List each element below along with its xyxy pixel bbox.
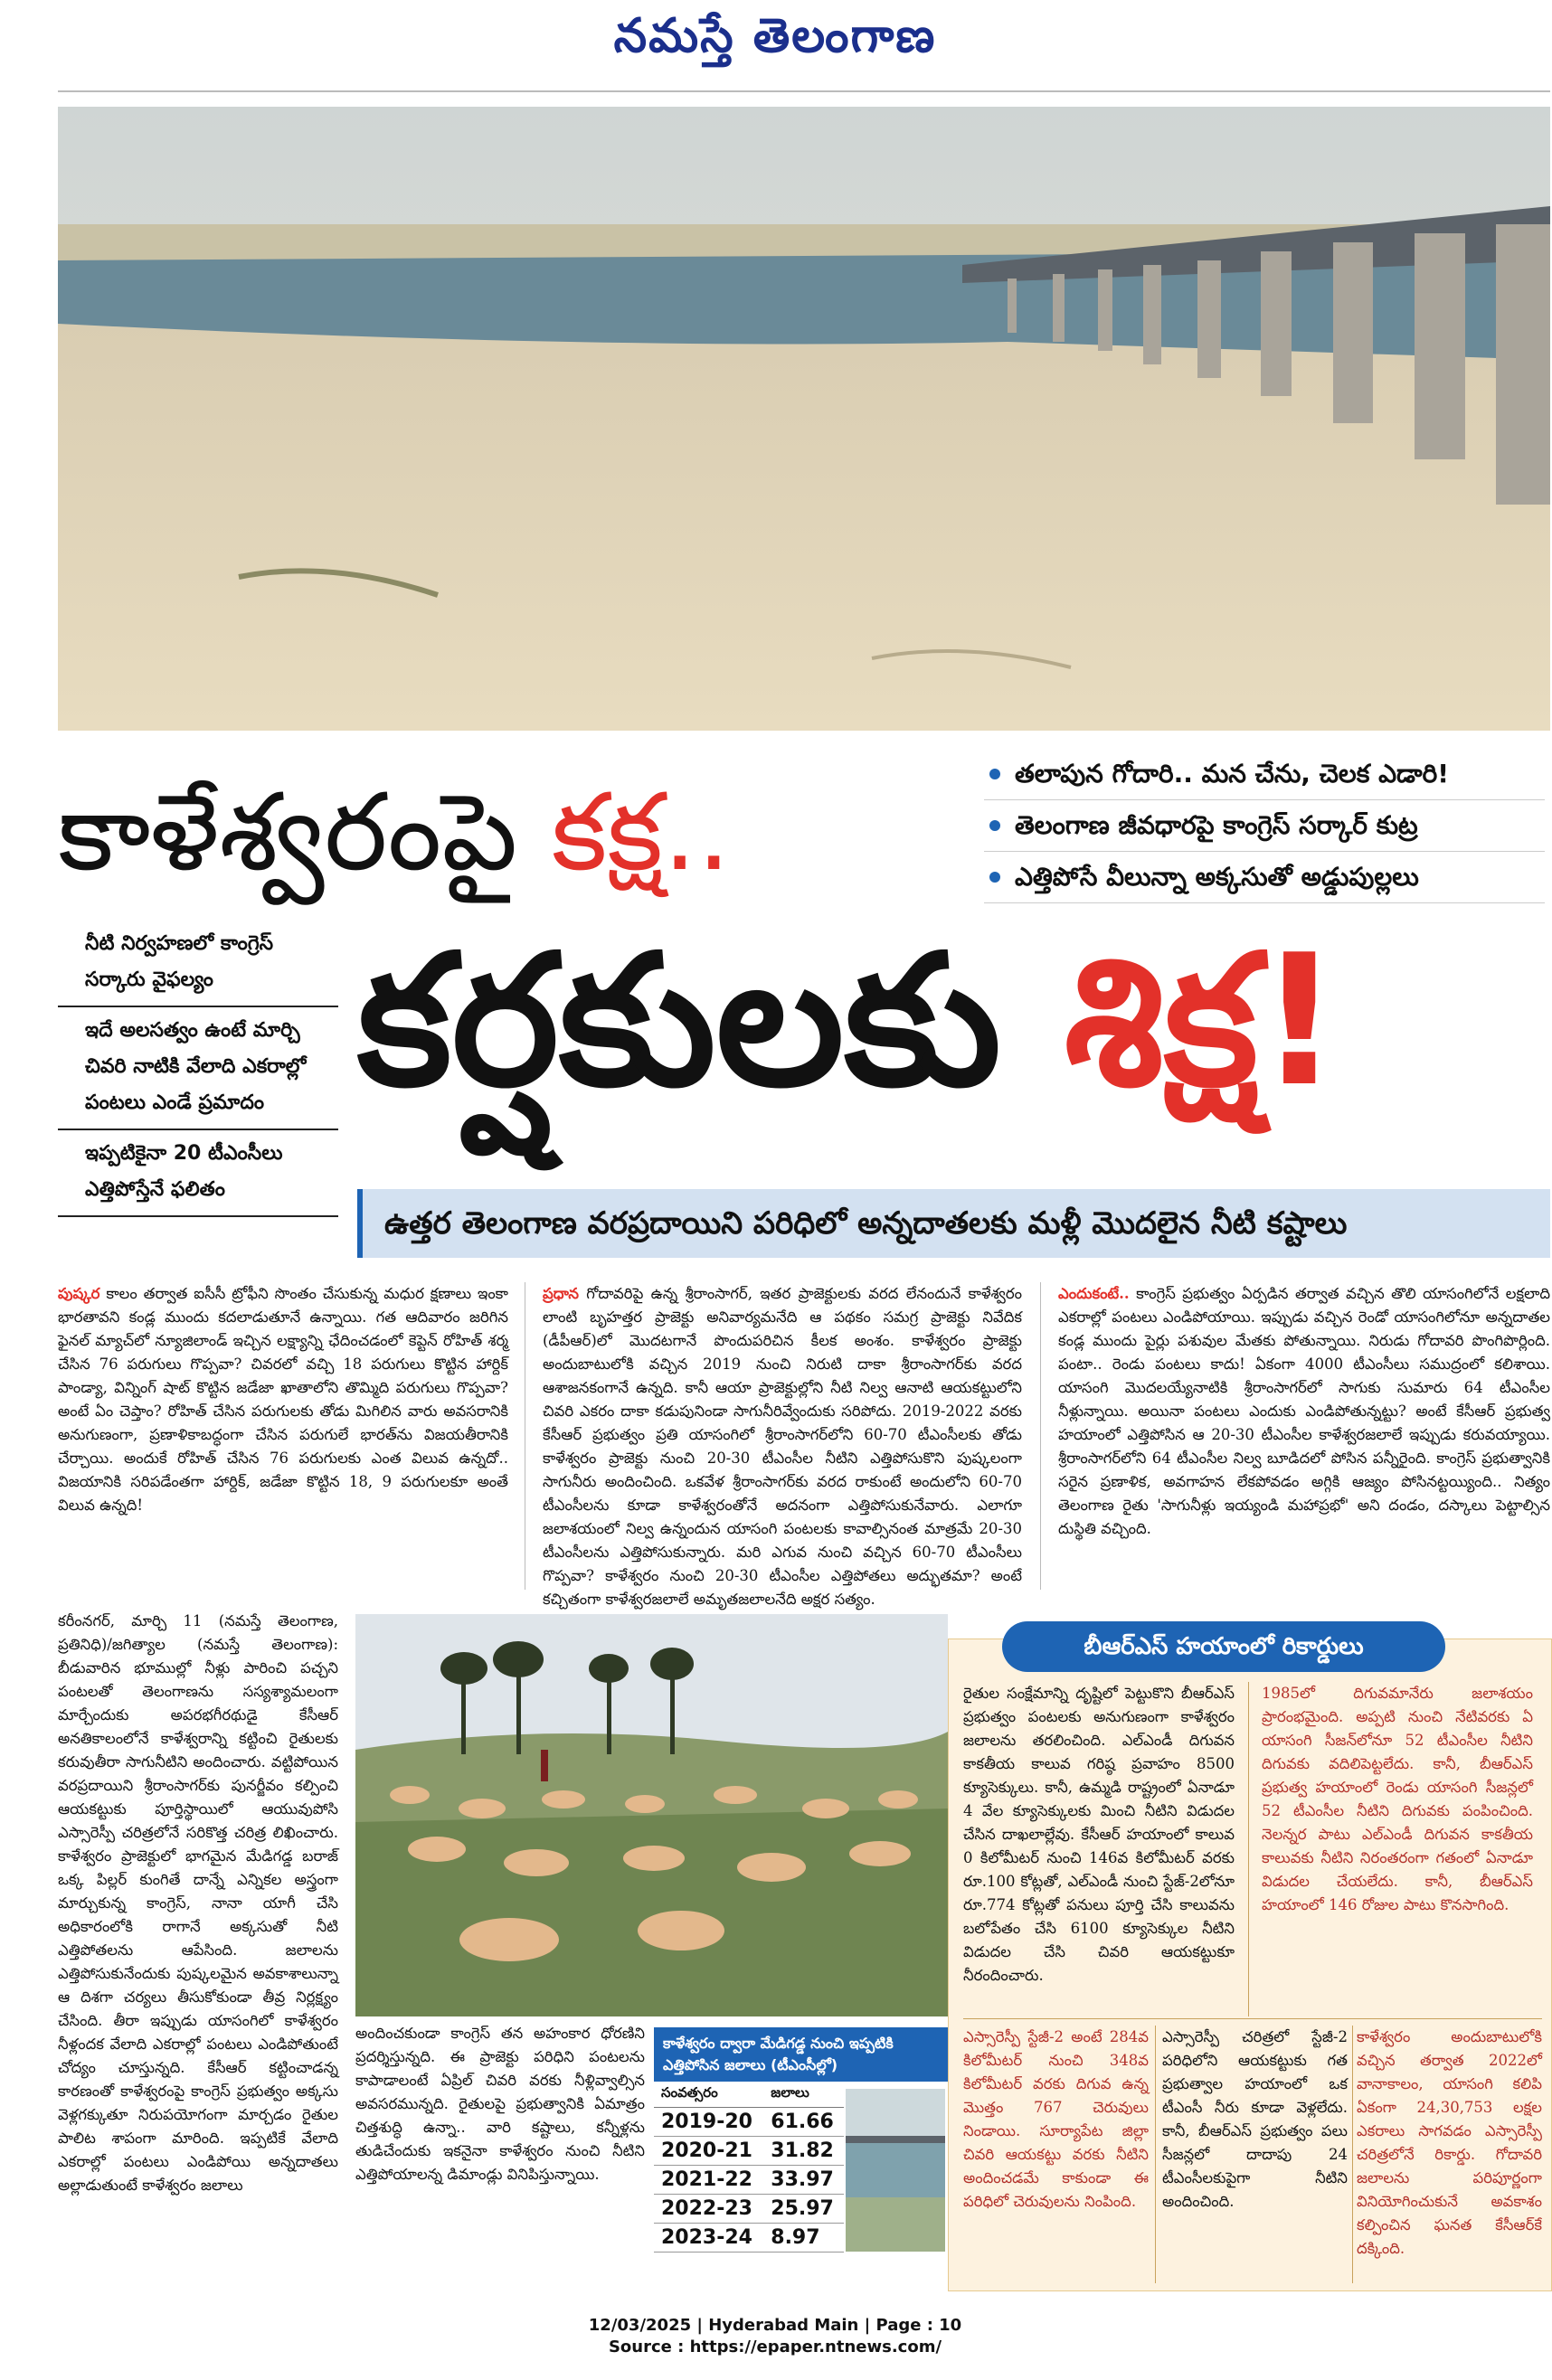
- headline-line1-red: కక్ష..: [551, 770, 731, 894]
- headline-bullets: [984, 749, 1545, 903]
- records-text-2: 1985లో దిగువమానేరు జలాశయం ప్రారంభమైంది. అప్పటి నుంచి నేటివరకు ఏ యాసంగి సీజన్‌లోనూ 52 టీఎంసీల నీటిని దిగువకు వదిలిపెట్టలేదు. కానీ, బీఆర్ఎస్ ప్రభుత్వ హయాంలో రెండు యాసంగి సీజన్లలో 52 టీఎంసీల నీటిని దిగువకు పంపించింది. నెలన్నర పాటు ఎల్ఎండీ దిగువన కాకతీయ కాలువకు నీటిని నిరంతరంగా గతంలో ఏనాడూ విడుదల చేయలేదు. కానీ, బీఆర్ఎస్ హయాంలో 146 రోజుల పాటు కొనసాగింది.: [1262, 1685, 1533, 1913]
- records-text-1: రైతుల సంక్షేమాన్ని దృష్టిలో పెట్టుకొని బీఆర్ఎస్ ప్రభుత్వం పంటలకు అనుగుణంగా కాళేశ్వరం జలాలను తరలించింది. ఎల్ఎండీ దిగువన కాకతీయ కాలువ గరిష్ఠ ప్రవాహం 8500 క్యూసెక్కులు. కానీ, ఉమ్మడి రాష్ట్రంలో ఏనాడూ 4 వేల క్యూసెక్కులకు మించి నీటిని విడుదల చేసిన దాఖలాల్లేవు. కేసీఆర్ హయాంలో కాలువ 0 కిలోమీటర్ నుంచి 146వ కిలోమీటర్ వరకు రూ.100 కోట్లతో, ఎల్ఎండీ నుంచి స్టేజ్-2లోనూ రూ.774 కోట్లతో పనులు పూర్తి చేసి కాలువను బలోపేతం చేసి 6100 క్యూసెక్కుల నీటిని విడుదల చేసి చివరి ఆయకట్టుకూ నీరందించారు.: [963, 1685, 1235, 1984]
- data-table: [654, 2082, 844, 2252]
- headline-line2-black: కర్షకులకు: [357, 916, 1002, 1127]
- footer-source: Source : https://epaper.ntnews.com/: [608, 2338, 942, 2356]
- article-column-3: [1058, 1282, 1550, 1590]
- box-divider: [1352, 2026, 1353, 2283]
- barrage-photo-illustration: [58, 107, 1550, 731]
- footer-edition: 12/03/2025 | Hyderabad Main | Page : 10: [588, 2316, 962, 2335]
- subheadline-bar: [357, 1189, 1550, 1258]
- headline-line2: [357, 904, 1550, 1176]
- article-column-1: [58, 1282, 508, 1590]
- sheep-grazing-photo: [355, 1614, 948, 2016]
- masthead: [0, 0, 1550, 90]
- records-box-title: బీఆర్ఎస్ హయాంలో రికార్డులు: [1002, 1621, 1445, 1672]
- records-text-4: ఎస్సారెస్పీ చరిత్రలో స్టేజీ-2 పరిధిలోని ఆయకట్టుకు గత ప్రభుత్వాల హయాంలో ఒక టీఎంసీ నీరు కూడా వెళ్లలేదు. కానీ, బీఆర్ఎస్ ప్రభుత్వం పలు సీజన్లలో దాదాపు 24 టీఎంసీలకుపైగా నీటిని అందించింది.: [1162, 2028, 1348, 2210]
- subheadline: ఉత్తర తెలంగాణ వరప్రదాయిని పరిధిలో అన్నదాతలకు మళ్లీ మొదలైన నీటి కష్టాలు: [384, 1205, 1348, 1242]
- barrage-photo: [58, 107, 1550, 731]
- box-divider: [1248, 1682, 1249, 2016]
- table-cell-value: 61.66: [763, 2108, 844, 2137]
- highlight-item: ఇదే అలసత్వం ఉంటే మార్చి చివరి నాటికి వేలాది ఎకరాల్లో పంటలు ఎండే ప్రమాదం: [58, 1007, 338, 1130]
- column-text: కాలం తర్వాత ఐసీసీ ట్రోఫీని సొంతం చేసుకున్న మధుర క్షణాలు ఇంకా భారతావని కండ్ల ముందు కదలాడుతూనే ఉన్నాయి. గత ఆదివారం జరిగిన ఫైనల్ మ్యాచ్‌లో న్యూజిలాండ్ ఇచ్చిన లక్ష్యాన్ని ఛేదించడంలో కెప్టెన్ రోహిత్ శర్మ చేసిన 76 పరుగులు గొప్పవా? చివరలో వచ్చి 18 పరుగులు కొట్టిన హార్దిక్ పాండ్యా, విన్నింగ్ షాట్ కొట్టిన జడేజా ఖాతాలోని తొమ్మిది పరుగులు గొప్పవా? అంటే ఏం చెప్తాం? రోహిత్ చేసిన పరుగులకు తోడు మిగిలిన వారు అవసరానికి అనుగుణంగా, ప్రణాళికాబద్ధంగా చేసిన పరుగులే భారత్‌ను విజయతీరానికి చేర్చాయి. అందుకే రోహిత్ చేసిన 76 పరుగులకు ఎంత విలువ ఉన్నదో.. విజయానికి సరిపడేంతగా హార్దిక్, జడేజా కొట్టిన 18, 9 పరుగులకూ అంతే విలువ ఉన్నది!: [58, 1285, 508, 1514]
- bullet-item: ఎత్తిపోసే వీలున్నా అక్కసుతో అడ్డుపుల్లలు: [984, 852, 1545, 903]
- column-kicker: ఎందుకంటే..: [1058, 1285, 1130, 1302]
- article-column-4: [58, 1610, 338, 2279]
- table-header-year: సంవత్సరం: [654, 2082, 763, 2108]
- table-row: [654, 2224, 844, 2252]
- barrage-thumbnail: [846, 2089, 945, 2252]
- table-row: [654, 2195, 844, 2224]
- table-header-water: జలాలు: [763, 2082, 844, 2108]
- sheep-grazing-illustration: [355, 1614, 948, 2016]
- box-rule: [963, 2018, 1542, 2019]
- highlight-item: నీటి నిర్వహణలో కాంగ్రెస్ సర్కారు వైఫల్యం: [58, 921, 338, 1007]
- bullet-item: తెలంగాణ జీవధారపై కాంగ్రెస్ సర్కార్ కుట్ర: [984, 800, 1545, 852]
- column-divider: [1040, 1282, 1041, 1590]
- box-divider: [1155, 2026, 1156, 2283]
- table-cell-year: 2021-22: [654, 2166, 763, 2195]
- page-footer: [0, 2315, 1550, 2358]
- bullet-item: తలాపున గోదారి.. మన చేను, చెలక ఎడారి!: [984, 749, 1545, 800]
- highlight-item: ఇప్పటికైనా 20 టీఎంసీలు ఎత్తిపోస్తేనే ఫలితం: [58, 1130, 338, 1217]
- headline-line2-red: శిక్ష!: [1064, 916, 1341, 1127]
- column-text: కాంగ్రెస్ ప్రభుత్వం ఏర్పడిన తర్వాత వచ్చిన తొలి యాసంగిలోనే లక్షలాది ఎకరాల్లో పంటలు ఎండిపోయాయి. ఇప్పుడు వచ్చిన రెండో యాసంగిలోనూ అన్నదాతల కండ్ల ముందు పైర్లు పశువుల మేతకు పోతున్నాయి. నిరుడు గోదావరి పొంగిపొర్లింది. పంటా.. రెండు పంటలు కాదు! ఏకంగా 4000 టీఎంసీలు సముద్రంలో కలిశాయి. యాసంగి మొదలయ్యేనాటికి శ్రీరాంసాగర్‌లో సాగుకు సుమారు 64 టీఎంసీల నీళ్లున్నాయి. అయినా పంటలు ఎందుకు ఎండిపోతున్నట్టు? అంటే కేసీఆర్ ప్రభుత్వ హయాంలో ఎత్తిపోసిన ఆ 20-30 టీఎంసీల కాళేశ్వరజలాలే ఇప్పుడు కరువయ్యాయి. శ్రీరాంసాగర్‌లోని 64 టీఎంసీల నిల్వ బూడిదలో పోసిన పన్నీరైంది. కాంగ్రెస్ ప్రభుత్వానికి సరైన ప్రణాళిక, అవగాహన లేకపోవడం అగ్గికి ఆజ్యం పోసినట్టయ్యింది.. నిత్యం తెలంగాణ రైతు 'సాగునీళ్లు ఇయ్యండి మహాప్రభో' అని దండం, దస్కాలు పెట్టాల్సిన దుస్థితి వచ్చింది.: [1058, 1285, 1550, 1537]
- masthead-rule: [58, 90, 1550, 92]
- table-title: కాళేశ్వరం ద్వారా మేడిగడ్డ నుంచి ఇప్పటికి ఎత్తిపోసిన జలాలు (టీఎంసీల్లో): [654, 2027, 948, 2082]
- table-row: [654, 2166, 844, 2195]
- records-text-5: కాళేశ్వరం అందుబాటులోకి వచ్చిన తర్వాత 2022లో వానాకాలం, యాసంగి కలిపి ఏకంగా 24,30,753 లక్షల ఎకరాలు సాగవడం ఎస్సారెస్పీ చరిత్రలోనే రికార్డు. గోదావరి జలాలను పరిపూర్ణంగా వినియోగించుకునే అవకాశం కల్పించిన ఘనత కేసీఆర్‌కే దక్కింది.: [1357, 2028, 1542, 2257]
- table-row: [654, 2108, 844, 2137]
- headline-line1-black: కాళేశ్వరంపై: [58, 770, 518, 894]
- table-cell-year: 2023-24: [654, 2224, 763, 2252]
- column-text: అందించకుండా కాంగ్రెస్ తన అహంకార ధోరణిని ప్రదర్శిస్తున్నది. ఈ ప్రాజెక్టు పరిధిని పంటలను కాపాడాలంటే ఏప్రిల్ చివరి వరకు నీళ్లివ్వాల్సిన అవసరమున్నది. రైతులపై ప్రభుత్వానికి ఏమాత్రం చిత్తశుద్ధి ఉన్నా.. వారి కష్టాలు, కన్నీళ్లను తుడిచేందుకు ఇకనైనా కాళేశ్వరం నుంచి నీటిని ఎత్తిపోయాలన్న డిమాండ్లు వినిపిస్తున్నాయి.: [355, 2025, 645, 2183]
- barrage-thumbnail-illustration: [846, 2089, 945, 2252]
- table-cell-value: 25.97: [763, 2195, 844, 2224]
- table-cell-value: 8.97: [763, 2224, 844, 2252]
- column-kicker: ప్రధాన: [543, 1285, 579, 1302]
- highlight-sidebar: [58, 921, 338, 1217]
- table-cell-value: 33.97: [763, 2166, 844, 2195]
- headline-line1: [58, 760, 962, 913]
- article-column-5: [355, 2022, 645, 2284]
- article-column-2: [543, 1282, 1022, 1608]
- column-kicker: పుష్కర: [58, 1285, 100, 1302]
- table-cell-year: 2022-23: [654, 2195, 763, 2224]
- column-text: కరీంనగర్, మార్చి 11 (నమస్తే తెలంగాణ, ప్రతినిధి)/జగిత్యాల (నమస్తే తెలంగాణ): బీడువారిన భూముల్లో నీళ్లు పారించి పచ్చని పంటలతో తెలంగాణను సస్యశ్యామలంగా మార్చేందుకు అపరభగీరథుడై కేసీఆర్ అనతికాలంలోనే కాళేశ్వరాన్ని కట్టించి రైతులకు కరువుతీరా సాగునీటిని అందించారు. వట్టిపోయిన వరప్రదాయిని శ్రీరాంసాగర్‌కు పునర్జీవం కల్పించి ఆయకట్టుకు పూర్తిస్థాయిలో ఆయువుపోసి ఎస్సారెస్పీ చరిత్రలోనే సరికొత్త చరిత్ర లిఖించారు. కాళేశ్వరం ప్రాజెక్టులో భాగమైన మేడిగడ్డ బరాజ్ ఒక్క పిల్లర్ కుంగితే దాన్నే ఎన్నికల అస్త్రంగా మార్చుకున్న కాంగ్రెస్, నానా యాగీ చేసి అధికారంలోకి రాగానే అక్కసుతో నీటి ఎత్తిపోతలను ఆపేసింది. జలాలను ఎత్తిపోసుకునేందుకు పుష్కలమైన అవకాశాలున్నా ఆ దిశగా చర్యలు తీసుకోకుండా తీవ్ర నిర్లక్ష్యం చేసింది. తీరా ఇప్పుడు యాసంగిలో కాళేశ్వరం నీళ్లందక వేలాది ఎకరాల్లో పంటలు ఎండిపోతుంటే చోద్యం చూస్తున్నది. కేసీఆర్ కట్టించాడన్న కారణంతో కాళేశ్వరంపై కాంగ్రెస్ ప్రభుత్వం అక్కసు వెళ్లగక్కుతూ నిరుపయోగంగా మార్చడం రైతుల పాలిట శాపంగా మారింది. ఇప్పటికే వేలాది ఎకరాల్లో పంటలు ఎండిపోయి అన్నదాతలు అల్లాడుతుంటే కాళేశ్వరం జలాలు: [58, 1612, 338, 2194]
- newspaper-name: నమస్తే తెలంగాణ: [613, 8, 937, 63]
- table-cell-year: 2019-20: [654, 2108, 763, 2137]
- table-row: [654, 2137, 844, 2166]
- table-cell-year: 2020-21: [654, 2137, 763, 2166]
- records-text-3: ఎస్సారెస్పీ స్టేజీ-2 అంటే 284వ కిలోమీటర్ నుంచి 348వ కిలోమీటర్ వరకు దిగువ ఉన్న మొత్తం 767 చెరువులు నిండాయి. సూర్యాపేట జిల్లా చివరి ఆయకట్టు వరకు నీటిని అందించడమే కాకుండా ఈ పరిధిలో చెరువులను నింపింది.: [963, 2028, 1149, 2210]
- column-text: గోదావరిపై ఉన్న శ్రీరాంసాగర్, ఇతర ప్రాజెక్టులకు వరద లేనందునే కాళేశ్వరం లాంటి బృహత్తర ప్రాజెక్టు అనివార్యమనేది ఆ పథకం సమగ్ర ప్రాజెక్టు నివేదిక (డీపీఆర్)లో మొదటగానే పొందుపరిచిన కీలక అంశం. కాళేశ్వరం ప్రాజెక్టు అందుబాటులోకి వచ్చిన 2019 నుంచి నిరుటి దాకా శ్రీరాంసాగర్‌కు వరద ఆశాజనకంగానే ఉన్నది. కానీ ఆయా ప్రాజెక్టుల్లోని నీటి నిల్వ ఆనాటి ఆయకట్టులోని చివరి ఎకరం దాకా కడుపునిండా సాగునీరివ్వేందుకు సరిపోదు. 2019-2022 వరకు కేసీఆర్ ప్రభుత్వం ప్రతి యాసంగిలో శ్రీరాంసాగర్‌లోని 60-70 టీఎంసీలకు తోడు కాళేశ్వరం ప్రాజెక్టు నుంచి 20-30 టీఎంసీల నీటిని ఎత్తిపోసుకొని పుష్కలంగా సాగునీరు అందించింది. ఒకవేళ శ్రీరాంసాగర్‌కు వరద రాకుంటే అందులోని 60-70 టీఎంసీలను కూడా కాళేశ్వరంతోనే అదనంగా ఎత్తిపోసుకునేవారు. ఎలాగూ జలాశయంలో నిల్వ ఉన్నందున యాసంగి పంటలకు కావాల్సినంత మాత్రమే 20-30 టీఎంసీలను ఎత్తిపోసుకున్నారు. మరి ఎగువ నుంచి వచ్చిన 60-70 టీఎంసీలు గొప్పవా? కాళేశ్వరం నుంచి 20-30 టీఎంసీల ఎత్తిపోతలు అద్భుతమా? అంటే కచ్చితంగా కాళేశ్వరజలాలే అమృతజలాలనేది అక్షర సత్యం.: [543, 1285, 1022, 1608]
- table-cell-value: 31.82: [763, 2137, 844, 2166]
